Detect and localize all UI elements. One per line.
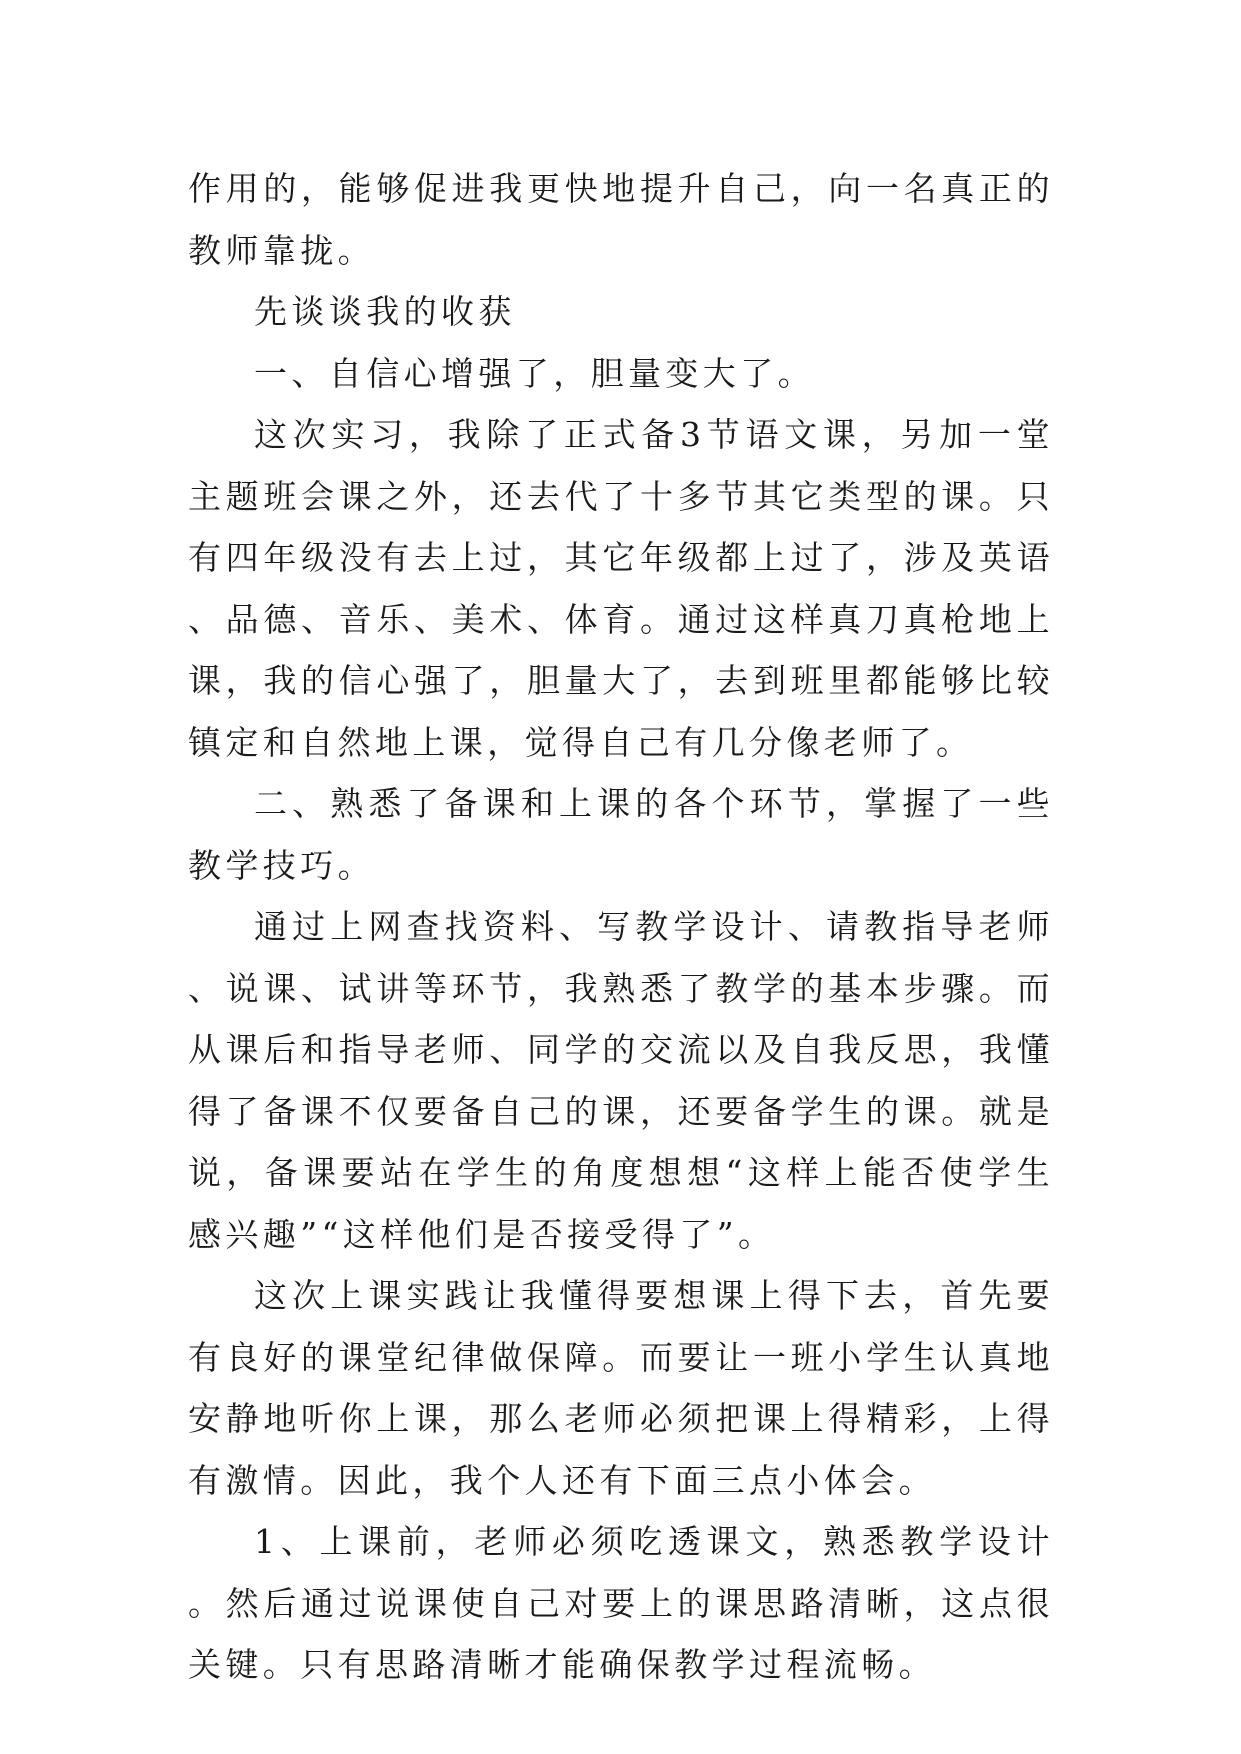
paragraph-point-one-heading: 一、自信心增强了，胆量变大了。 xyxy=(254,353,815,393)
paragraph-continuation: 作用的，能够促进我更快地提升自己，向一名真正的教师靠拢。 xyxy=(188,169,1054,270)
paragraph-harvest-heading: 先谈谈我的收获 xyxy=(254,292,516,331)
paragraph-point-two-heading: 二、熟悉了备课和上课的各个环节，掌握了一些教学技巧。 xyxy=(188,784,1054,885)
document-body xyxy=(188,158,1054,1696)
paragraph-insight-one: 1、上课前，老师必须吃透课文，熟悉教学设计。然后通过说课使自己对要上的课思路清晰，这点很关键。只有思路清晰才能确保教学过程流畅。 xyxy=(188,1522,1054,1684)
paragraph-classroom-discipline: 这次上课实践让我懂得要想课上得下去，首先要有良好的课堂纪律做保障。而要让一班小学生认真地安静地听你上课，那么老师必须把课上得精彩，上得有激情。因此，我个人还有下面三点小体会。 xyxy=(188,1276,1054,1500)
paragraph-lesson-preparation: 通过上网查找资料、写教学设计、请教指导老师、说课、试讲等环节，我熟悉了教学的基本步骤。而从课后和指导老师、同学的交流以及自我反思，我懂得了备课不仅要备自己的课，还要备学生的课。就是说，备课要站在学生的角度想想“这样上能否使学生感兴趣”“这样他们是否接受得了”。 xyxy=(188,907,1054,1254)
paragraph-internship-experience: 这次实习，我除了正式备3节语文课，另加一堂主题班会课之外，还去代了十多节其它类型的课。只有四年级没有去上过，其它年级都上过了，涉及英语、品德、音乐、美术、体育。通过这样真刀真枪地上课，我的信心强了，胆量大了，去到班里都能够比较镇定和自然地上课，觉得自己有几分像老师了。 xyxy=(188,415,1054,762)
